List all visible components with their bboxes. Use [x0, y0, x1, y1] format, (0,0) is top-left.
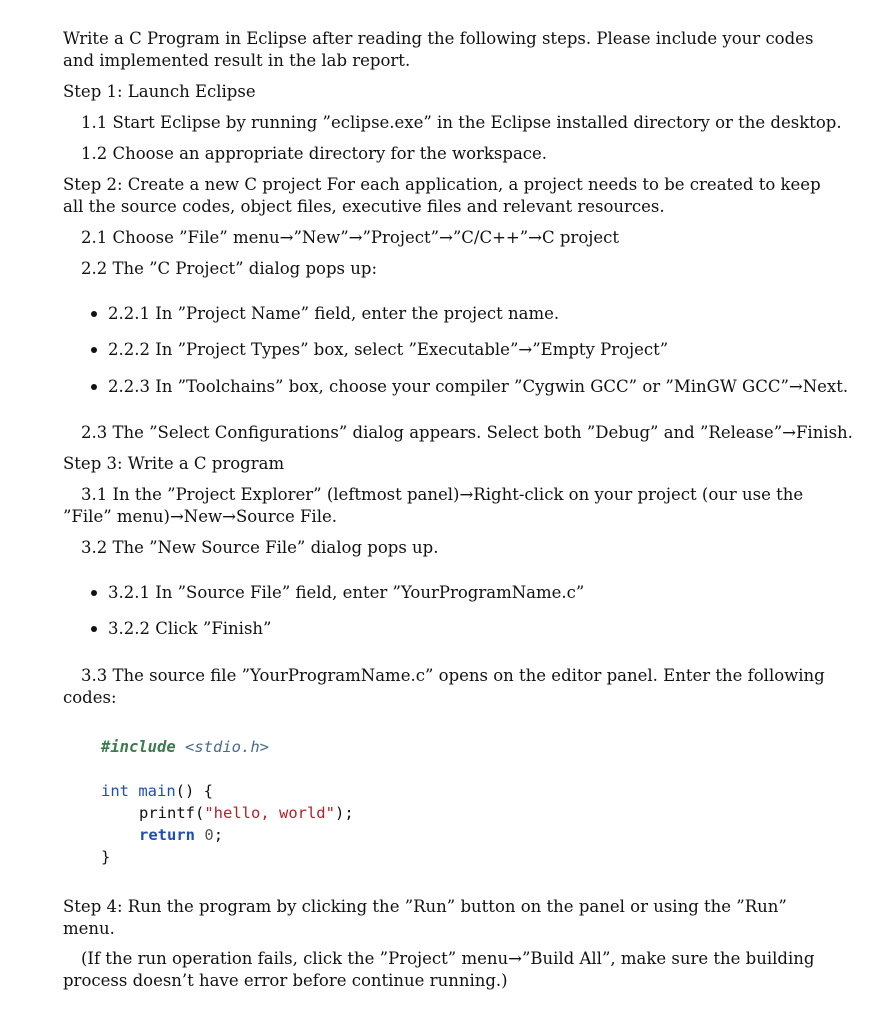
step3-bullet-2: 3.2.2 Click ”Finish” [108, 619, 272, 638]
step3-item-2: 3.2 The ”New Source File” dialog pops up. [81, 538, 439, 557]
step3-title: Step 3: Write a C program [63, 454, 285, 473]
step3-bullet-1: 3.2.1 In ”Source File” field, enter ”YourProgramName.c” [108, 583, 585, 602]
step4-title-line-2: menu. [63, 919, 115, 938]
code-printf-call: printf( [139, 804, 205, 822]
bullet-icon [91, 626, 97, 632]
bullet-icon [91, 384, 97, 390]
step4-title-line-1: Step 4: Run the program by clicking the ”Run” button on the panel or using the ”Run” [63, 897, 787, 916]
bullet-icon [91, 347, 97, 353]
step3-item-3-line-2: codes: [63, 688, 117, 707]
step1-item-1: 1.1 Start Eclipse by running ”eclipse.exe” in the Eclipse installed directory or the desktop. [81, 113, 842, 132]
step1-title: Step 1: Launch Eclipse [63, 82, 256, 101]
step2-title-line-2: all the source codes, object files, executive files and relevant resources. [63, 197, 665, 216]
code-printf-end: ); [334, 804, 354, 822]
code-int-keyword: int [101, 782, 129, 800]
step4-note-line-2: process doesn’t have error before continue running.) [63, 971, 508, 990]
step3-item-1-line-2: ”File” menu)→New→Source File. [63, 507, 337, 526]
step2-item-3: 2.3 The ”Select Configurations” dialog appears. Select both ”Debug” and ”Release”→Finish. [81, 423, 853, 442]
code-include-header: <stdio.h> [185, 738, 269, 756]
code-line-main [101, 780, 213, 802]
intro-line-1: Write a C Program in Eclipse after reading the following steps. Please include your codes [63, 29, 814, 48]
code-return-value: 0 [204, 826, 214, 844]
step2-bullet-1: 2.2.1 In ”Project Name” field, enter the project name. [108, 304, 560, 323]
code-line-return [139, 824, 223, 846]
code-return-keyword: return [139, 826, 195, 844]
bullet-icon [91, 590, 97, 596]
code-close-brace: } [101, 848, 111, 866]
step4-note-line-1: (If the run operation fails, click the ”Project” menu→”Build All”, make sure the building [81, 949, 815, 968]
code-line-include [101, 736, 269, 758]
step2-bullet-2: 2.2.2 In ”Project Types” box, select ”Executable”→”Empty Project” [108, 340, 669, 359]
intro-line-2: and implemented result in the lab report. [63, 51, 411, 70]
step2-item-2: 2.2 The ”C Project” dialog pops up: [81, 259, 378, 278]
code-printf-string: "hello, world" [204, 804, 335, 822]
step3-item-3-line-1: 3.3 The source file ”YourProgramName.c” opens on the editor panel. Enter the following [81, 666, 825, 685]
code-return-end: ; [213, 826, 224, 844]
step1-item-2: 1.2 Choose an appropriate directory for the workspace. [81, 144, 548, 163]
step2-title-line-1: Step 2: Create a new C project For each application, a project needs to be created to keep [63, 175, 821, 194]
code-line-printf [139, 802, 354, 824]
step3-item-1-line-1: 3.1 In the ”Project Explorer” (leftmost panel)→Right-click on your project (our use the [81, 485, 804, 504]
step2-item-1: 2.1 Choose ”File” menu→”New”→”Project”→”C/C++”→C project [81, 228, 620, 247]
bullet-icon [91, 311, 97, 317]
step2-bullet-3: 2.2.3 In ”Toolchains” box, choose your compiler ”Cygwin GCC” or ”MinGW GCC”→Next. [108, 377, 849, 396]
code-main-function: main [138, 782, 176, 800]
code-include-keyword: #include [101, 738, 176, 756]
code-main-rest: () { [175, 782, 213, 800]
